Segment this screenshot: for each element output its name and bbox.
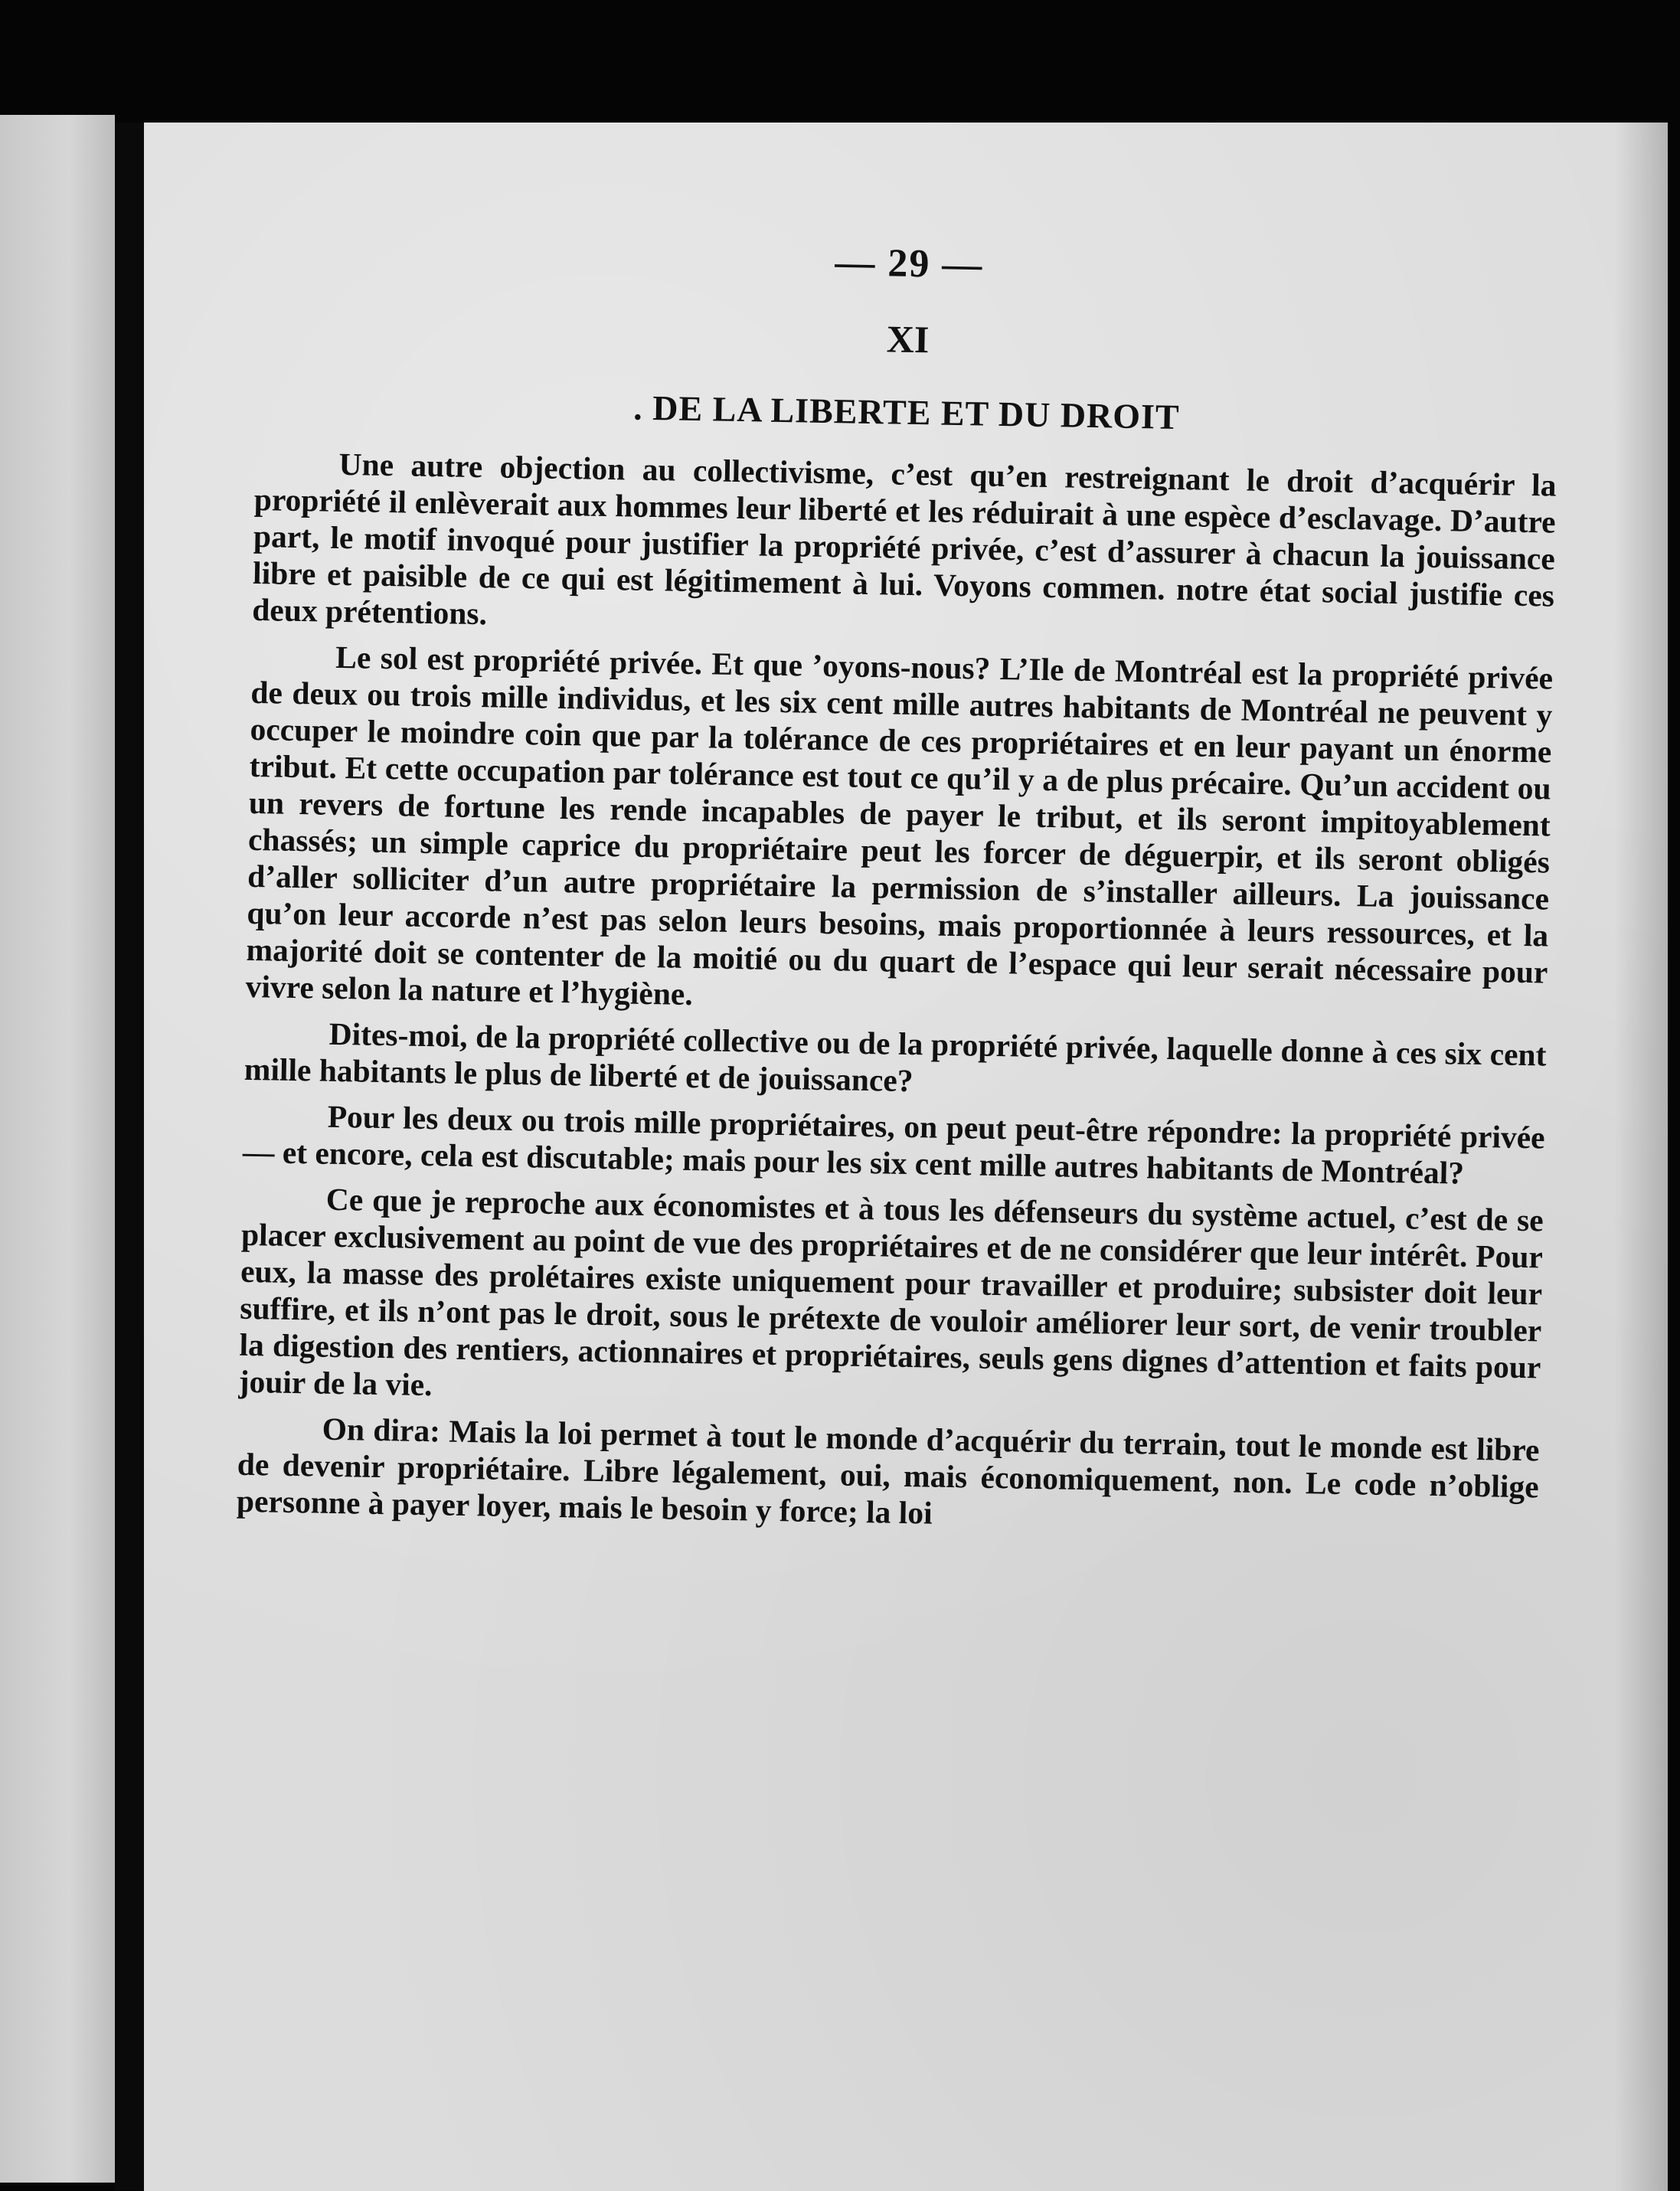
page-number: — 29 —	[834, 240, 984, 287]
left-page-edge	[0, 115, 115, 2183]
paragraph: On dira: Mais la loi permet à tout le monde d’acquérir du terrain, tout le monde est libre de devenir propriétaire. Libre légalement, oui, mais économiquement, non. Le code n’oblige personne à payer loyer, mais le besoin y force; la loi	[236, 1411, 1540, 1531]
chapter-number: XI	[886, 317, 930, 361]
chapter-heading: . DE LA LIBERTE ET DU DROIT	[632, 388, 1181, 437]
paragraph: Une autre objection au collectivisme, c’est qu’en restreignant le droit d’acquérir la propriété il enlèverait aux hommes leur liberté et les réduirait à une espèce d’esclavage. D’autre part, le motif invoqué pour justifier la propriété privée, c’est d’assurer à chacun la jouissance libre et paisible de ce qui est légitimement à lui. Voyons commen. notre état social justifie ces deux prétentions.	[251, 446, 1557, 632]
paragraph: Dites-moi, de la propriété collective ou de la propriété privée, laquelle donne à ces six cent mille habitants le plus de liberté et de jouissance?	[244, 1015, 1547, 1099]
book-page	[144, 123, 1668, 2191]
paragraph: Ce que je reproche aux économistes et à tous les défenseurs du système actuel, c’est de se placer exclusivement au point de vue des propriétaires et de ne considérer que leur intérêt. Pour eux, la masse des prolétaires existe uniquement pour travailler et produire; subsister doit leur suffire, et ils n’ont pas le droit, sous le prétexte de vouloir améliorer leur sort, de venir troubler la digestion des rentiers, actionnaires et propriétaires, seuls gens dignes d’attention et faits pour jouir de la vie.	[238, 1181, 1544, 1403]
book-gutter	[115, 123, 144, 2190]
paragraph: Pour les deux ou trois mille propriétaires, on peut peut-être répondre: la propriété privée — et encore, cela est discutable; mais pour les six cent mille autres habitants de Montréal?	[242, 1098, 1545, 1191]
paragraph: Le sol est propriété privée. Et que ’oyons-nous? L’Ile de Montréal est la propriété privée de deux ou trois mille individus, et les six cent mille autres habitants de Montréal ne peuvent y occuper le moindre coin que par la tolérance de ces propriétaires et en leur payant un énorme tribut. Et cette occupation par tolérance est tout ce qu’il y a de plus précaire. Qu’un accident ou un revers de fortune les rende incapables de payer le tribut, et ils seront impitoyablement chassés; un simple caprice du propriétaire peut les forcer de déguerpir, et ils seront obligés d’aller solliciter d’un autre propriétaire la permission de s’installer ailleurs. La jouissance qu’on leur accorde n’est pas selon leurs besoins, mais proportionnée à leurs ressources, et la majorité doit se contenter de la moitié ou du quart de l’espace qui leur serait nécessaire pour vivre selon la nature et l’hygiène.	[245, 639, 1554, 1012]
page-shadow	[1614, 123, 1668, 2191]
page-content	[236, 230, 1560, 1551]
